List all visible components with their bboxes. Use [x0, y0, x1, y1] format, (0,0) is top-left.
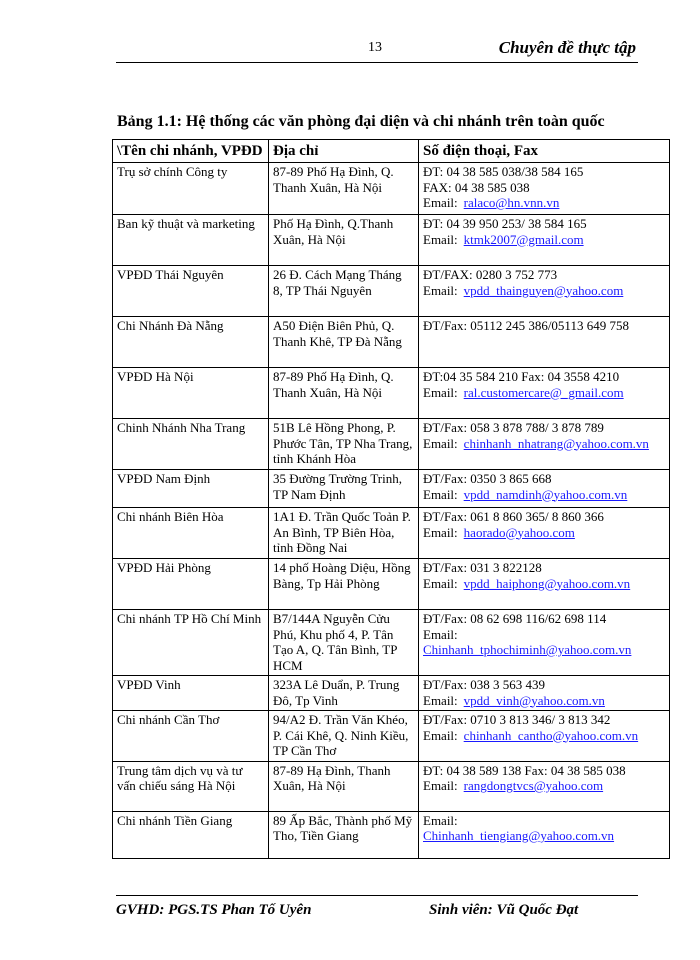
email-label: Email:	[423, 435, 458, 451]
footer-divider	[116, 895, 638, 896]
table-row	[113, 470, 670, 508]
branch-name-cell: Trung tâm dịch vụ và tư vấn chiếu sáng Hà Nội	[113, 761, 269, 811]
phone-fax-line: ĐT: 04 38 585 038/38 584 165	[423, 164, 584, 179]
email-line	[423, 195, 665, 211]
phone-fax-line: ĐT/Fax: 038 3 563 439	[423, 677, 546, 692]
contact-cell	[419, 368, 670, 419]
address-cell: 35 Đường Trường Trinh, TP Nam Định	[269, 470, 419, 508]
table-row	[113, 317, 670, 368]
email-link[interactable]: rangdongtvcs@yahoo.com	[463, 778, 604, 793]
phone-fax-line: ĐT:04 35 584 210 Fax: 04 3558 4210	[423, 369, 620, 384]
contact-cell	[419, 508, 670, 559]
table-row	[113, 676, 670, 711]
contact-cell	[419, 711, 670, 762]
contact-cell	[419, 163, 670, 215]
address-cell: B7/144A Nguyễn Cửu Phú, Khu phố 4, P. Tân Tạo A, Q. Tân Bình, TP HCM	[269, 610, 419, 676]
contact-cell	[419, 419, 670, 470]
branch-name-cell: VPĐD Vinh	[113, 676, 269, 711]
email-link[interactable]: ktmk2007@gmail.com	[463, 231, 584, 247]
email-link[interactable]: Chinhanh_tiengiang@yahoo.com.vn	[423, 828, 615, 843]
email-link[interactable]: ralaco@hn.vnn.vn	[463, 195, 560, 210]
email-label: Email:	[423, 524, 458, 540]
contact-cell	[419, 266, 670, 317]
table-body	[113, 163, 670, 859]
phone-fax-line: ĐT/Fax: 031 3 822128	[423, 560, 542, 575]
table-row	[113, 610, 670, 676]
column-header-branch-name: \Tên chi nhánh, VPĐD	[113, 140, 269, 163]
email-label: Email:	[423, 626, 458, 642]
phone-fax-line: ĐT: 04 39 950 253/ 38 584 165	[423, 216, 587, 231]
email-label: Email:	[423, 195, 458, 210]
table-row	[113, 419, 670, 470]
phone-fax-line: ĐT/Fax: 058 3 878 788/ 3 878 789	[423, 420, 604, 435]
phone-fax-line: ĐT/Fax: 08 62 698 116/62 698 114	[423, 611, 607, 626]
email-line	[423, 487, 665, 503]
email-label: Email:	[423, 575, 458, 591]
address-cell: 51B Lê Hồng Phong, P. Phước Tân, TP Nha Trang, tỉnh Khánh Hòa	[269, 419, 419, 470]
email-label: Email:	[423, 486, 458, 502]
address-cell: 87-89 Phố Hạ Đình, Q. Thanh Xuân, Hà Nội	[269, 163, 419, 215]
contact-cell	[419, 470, 670, 508]
branch-name-cell: VPĐD Thái Nguyên	[113, 266, 269, 317]
student-label: Sinh viên: Vũ Quốc Đạt	[429, 902, 579, 918]
email-line	[423, 232, 665, 248]
phone-fax-line: ĐT/Fax: 0350 3 865 668	[423, 471, 552, 486]
email-label: Email:	[423, 282, 458, 298]
document-title: Chuyên đề thực tập	[498, 38, 636, 57]
header-divider	[116, 62, 638, 63]
table-caption: Bảng 1.1: Hệ thống các văn phòng đại diện và chi nhánh trên toàn quốc	[117, 113, 605, 130]
email-link[interactable]: vpdd_namdinh@yahoo.com.vn	[463, 486, 628, 502]
email-line	[423, 283, 665, 299]
address-cell: 14 phố Hoàng Diệu, Hồng Bàng, Tp Hải Phòng	[269, 559, 419, 610]
phone-fax-line: ĐT/Fax: 05112 245 386/05113 649 758	[423, 318, 629, 333]
email-link[interactable]: Chinhanh_tphochiminh@yahoo.com.vn	[423, 642, 632, 657]
email-link[interactable]: haorado@yahoo.com	[463, 524, 575, 540]
email-label: Email:	[423, 384, 458, 400]
address-cell: 1A1 Đ. Trần Quốc Toản P. An Bình, TP Biên Hòa, tỉnh Đồng Nai	[269, 508, 419, 559]
address-cell: 87-89 Phố Hạ Đình, Q. Thanh Xuân, Hà Nội	[269, 368, 419, 419]
email-label: Email:	[423, 812, 458, 828]
email-label: Email:	[423, 727, 458, 743]
contact-cell	[419, 317, 670, 368]
email-label: Email:	[423, 231, 458, 247]
phone-fax-line: ĐT/Fax: 061 8 860 365/ 8 860 366	[423, 509, 604, 524]
branch-name-cell: Chi nhánh Biên Hòa	[113, 508, 269, 559]
table-row	[113, 811, 670, 858]
branch-name-cell: Trụ sở chính Công ty	[113, 163, 269, 215]
contact-cell	[419, 215, 670, 266]
table-row	[113, 215, 670, 266]
phone-fax-line: ĐT: 04 38 589 138 Fax: 04 38 585 038	[423, 762, 626, 778]
branch-name-cell: Chi nhánh TP Hồ Chí Minh	[113, 610, 269, 676]
supervisor-label: GVHD: PGS.TS Phan Tố Uyên	[116, 902, 312, 918]
email-link[interactable]: vpdd_vinh@yahoo.com.vn	[463, 692, 605, 708]
phone-fax-line: ĐT/Fax: 0710 3 813 346/ 3 813 342	[423, 712, 611, 727]
contact-cell	[419, 761, 670, 811]
contact-cell	[419, 610, 670, 676]
table-row	[113, 711, 670, 762]
table-row	[113, 761, 670, 811]
branch-name-cell: Chi nhánh Cần Thơ	[113, 711, 269, 762]
table-row	[113, 559, 670, 610]
page-header	[116, 38, 638, 62]
branch-name-cell: VPĐD Hải Phòng	[113, 559, 269, 610]
contact-cell	[419, 676, 670, 711]
table-row	[113, 368, 670, 419]
email-line	[423, 436, 665, 452]
branch-name-cell: Ban kỹ thuật và marketing	[113, 215, 269, 266]
address-cell: 94/A2 Đ. Trần Văn Khéo, P. Cái Khê, Q. Ninh Kiều, TP Cần Thơ	[269, 711, 419, 762]
contact-cell	[419, 559, 670, 610]
branch-name-cell: Chi nhánh Tiền Giang	[113, 811, 269, 858]
phone-fax-line: FAX: 04 38 585 038	[423, 179, 530, 195]
email-line	[423, 693, 665, 709]
column-header-phone-fax: Số điện thoại, Fax	[419, 140, 670, 163]
contact-cell	[419, 811, 670, 858]
table-row	[113, 508, 670, 559]
email-link[interactable]: ral.customercare@_gmail.com	[463, 384, 624, 400]
email-link[interactable]: chinhanh_nhatrang@yahoo.com.vn	[463, 435, 649, 451]
address-cell: 26 Đ. Cách Mạng Tháng 8, TP Thái Nguyên	[269, 266, 419, 317]
branch-office-table	[112, 139, 670, 859]
branch-name-cell: Chi Nhánh Đà Nẵng	[113, 317, 269, 368]
email-line	[423, 813, 665, 844]
address-cell: Phố Hạ Đình, Q.Thanh Xuân, Hà Nội	[269, 215, 419, 266]
email-line	[423, 778, 665, 794]
branch-name-cell: Chinh Nhánh Nha Trang	[113, 419, 269, 470]
branch-name-cell: VPĐD Nam Định	[113, 470, 269, 508]
email-line	[423, 385, 665, 401]
page-number: 13	[368, 40, 382, 55]
email-line	[423, 728, 665, 744]
address-cell: 87-89 Hạ Đình, Thanh Xuân, Hà Nội	[269, 761, 419, 811]
email-line	[423, 576, 665, 592]
email-link[interactable]: vpdd_thainguyen@yahoo.com	[463, 282, 624, 298]
email-line	[423, 525, 665, 541]
email-label: Email:	[423, 778, 458, 793]
table-row	[113, 266, 670, 317]
email-link[interactable]: chinhanh_cantho@yahoo.com.vn	[463, 727, 639, 743]
address-cell: 89 Ấp Bắc, Thành phố Mỹ Tho, Tiền Giang	[269, 811, 419, 858]
email-label: Email:	[423, 692, 458, 708]
table-row	[113, 163, 670, 215]
email-link[interactable]: vpdd_haiphong@yahoo.com.vn	[463, 575, 631, 591]
column-header-address: Địa chỉ	[269, 140, 419, 163]
address-cell: A50 Điện Biên Phủ, Q. Thanh Khê, TP Đà Nẵng	[269, 317, 419, 368]
address-cell: 323A Lê Duẩn, P. Trung Đô, Tp Vinh	[269, 676, 419, 711]
phone-fax-line: ĐT/FAX: 0280 3 752 773	[423, 267, 558, 282]
branch-name-cell: VPĐD Hà Nội	[113, 368, 269, 419]
email-line	[423, 627, 665, 658]
table-header-row	[113, 140, 670, 163]
